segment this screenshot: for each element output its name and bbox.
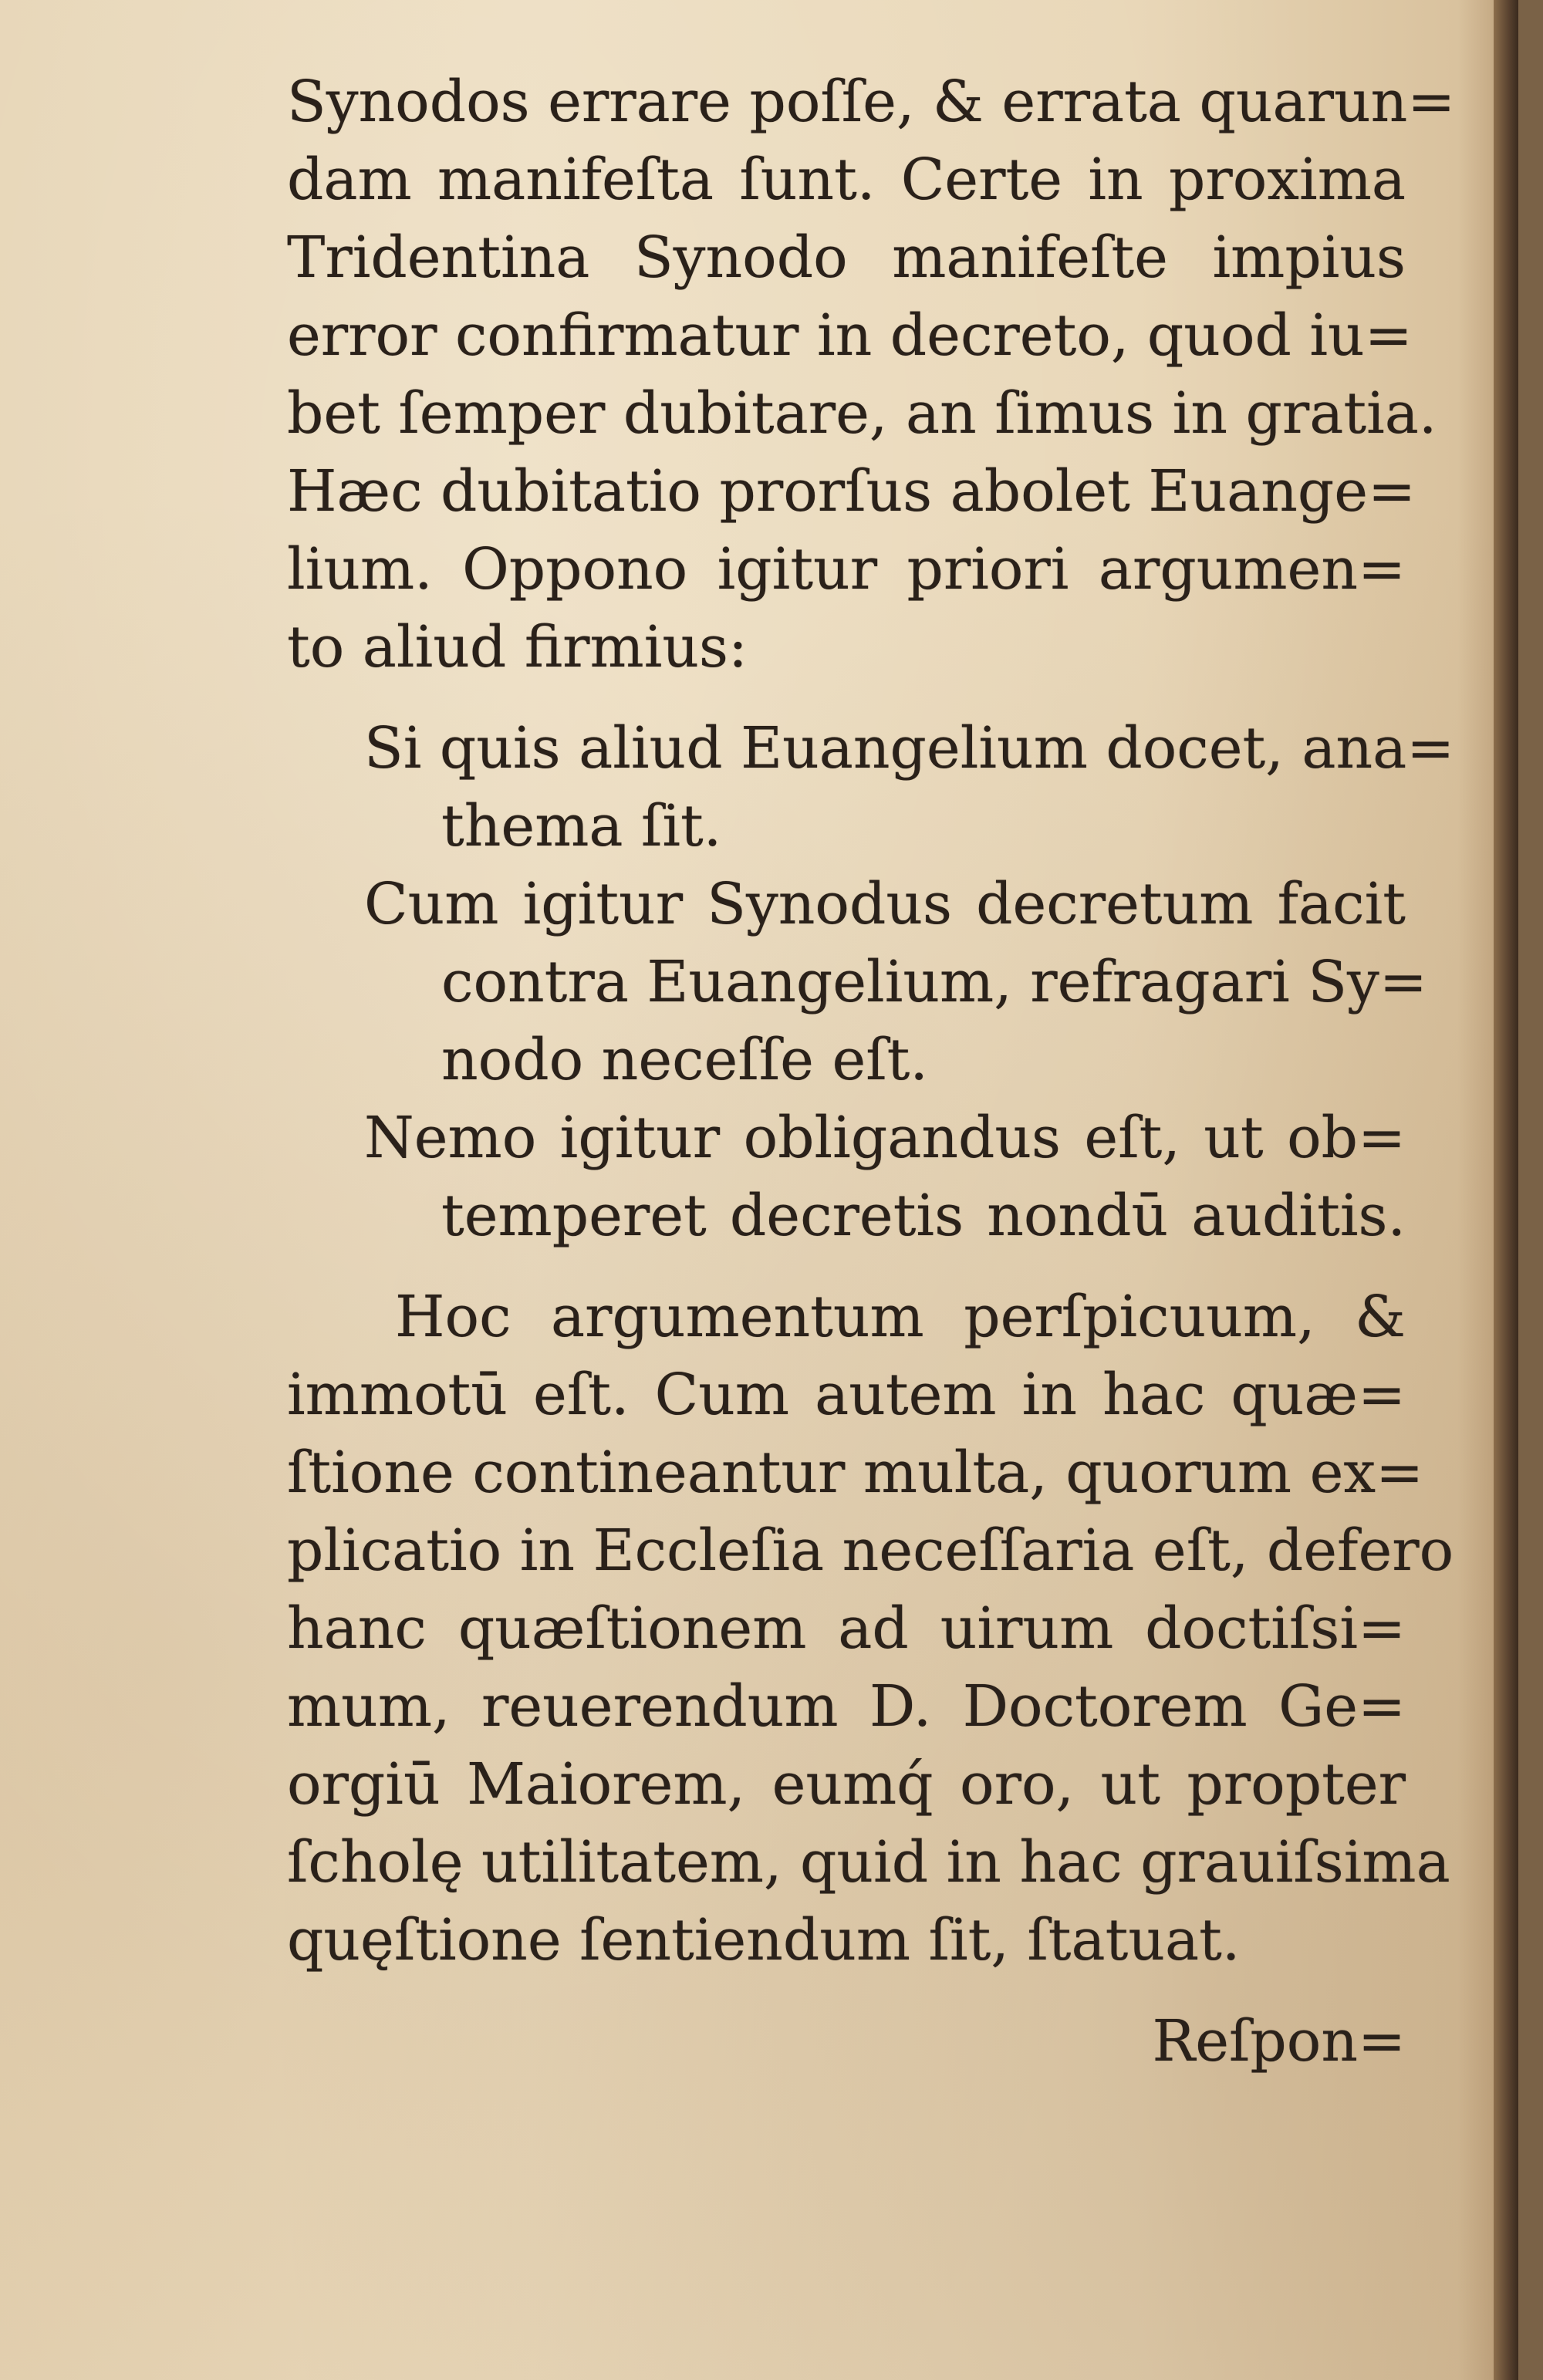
text-line: lium. Oppono igitur priori argumen= (287, 536, 1406, 603)
text-line: Synodos errare poſſe, & errata quarun= (287, 69, 1456, 135)
paragraph-gap (287, 687, 1406, 710)
text-line: Hoc argumentum perſpicuum, & (395, 1284, 1406, 1350)
syllogism-line: Si quis aliud Euangelium docet, ana= (364, 715, 1455, 782)
text-line: mum, reuerendum D. Doctorem Ge= (287, 1673, 1406, 1740)
syllogism-line: contra Euangelium, refragari Sy= (441, 949, 1427, 1015)
text-line: ſcholę utilitatem, quid in hac grauiſsima (287, 1829, 1450, 1896)
body-text (287, 63, 1456, 2081)
syllogism-line: temperet decretis nondū auditis. (441, 1183, 1406, 1249)
syllogism-line: thema ſit. (441, 793, 722, 859)
text-line: ſtione contineantur multa, quorum ex= (287, 1440, 1424, 1506)
syllogism-line: Nemo igitur obligandus eſt, ut ob= (364, 1105, 1406, 1171)
text-line: error confirmatur in decreto, quod iu= (287, 302, 1413, 369)
catchword: Reſpon= (1152, 2008, 1406, 2074)
text-line: bet ſemper dubitare, an ſimus in gratia. (287, 380, 1437, 447)
paragraph-gap (287, 1255, 1406, 1278)
text-line: plicatio in Eccleſia neceſſaria eſt, defero (287, 1517, 1454, 1584)
page-gutter (1494, 0, 1518, 2380)
text-line: quęſtione ſentiendum ſit, ſtatuat. (287, 1907, 1241, 1973)
syllogism-line: nodo neceſſe eſt. (441, 1027, 928, 1093)
text-line: orgiū Maiorem, eumq́ oro, ut propter (287, 1751, 1406, 1818)
text-line: Tridentina Synodo manifeſte impius (287, 224, 1406, 291)
syllogism-line: Cum igitur Synodus decretum facit (364, 871, 1406, 937)
paragraph-gap (287, 1980, 1406, 2003)
text-line: hanc quæſtionem ad uirum doctiſsi= (287, 1595, 1406, 1662)
text-line: to aliud firmius: (287, 614, 748, 680)
text-line: dam manifeſta ſunt. Certe in proxima (287, 147, 1406, 213)
text-line: immotū eſt. Cum autem in hac quæ= (287, 1362, 1406, 1428)
text-line: Hæc dubitatio prorſus abolet Euange= (287, 458, 1416, 525)
